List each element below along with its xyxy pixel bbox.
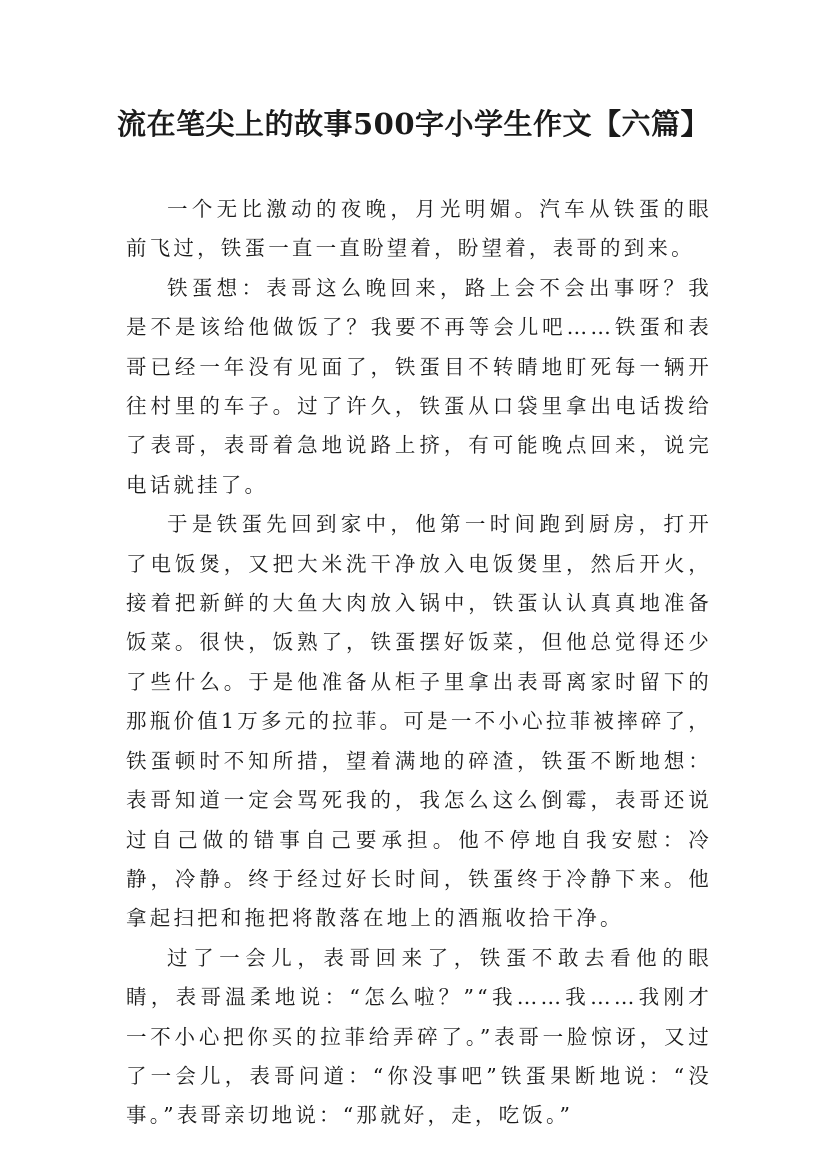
paragraph-4: 过了一会儿，表哥回来了，铁蛋不敢去看他的眼睛，表哥温柔地说：“怎么啦？”“我……我……我刚才一不小心把你买的拉菲给弄碎了。”表哥一脸惊讶，又过了一会儿，表哥问道：“你没事吧”铁蛋果断地说：“没事。”表哥亲切地说：“那就好，走，吃饭。” [126, 945, 712, 1128]
paragraph-3: 于是铁蛋先回到家中，他第一时间跑到厨房，打开了电饭煲，又把大米洗干净放入电饭煲里，然后开火，接着把新鲜的大鱼大肉放入锅中，铁蛋认认真真地准备饭菜。很快，饭熟了，铁蛋摆好饭菜，但他总觉得还少了些什么。于是他准备从柜子里拿出表哥离家时留下的那瓶价值1万多元的拉菲。可是一不小心拉菲被摔碎了，铁蛋顿时不知所措，望着满地的碎渣，铁蛋不断地想：表哥知道一定会骂死我的，我怎么这么倒霉，表哥还说过自己做的错事自己要承担。他不停地自我安慰：冷静，冷静。终于经过好长时间，铁蛋终于冷静下来。他拿起扫把和拖把将散落在地上的酒瓶收拾干净。 [126, 512, 712, 931]
document-title: 流在笔尖上的故事500字小学生作文【六篇】 [116, 107, 711, 141]
paragraph-1: 一个无比激动的夜晚，月光明媚。汽车从铁蛋的眼前飞过，铁蛋一直一直盼望着，盼望着，表哥的到来。 [126, 197, 712, 261]
paragraph-2: 铁蛋想：表哥这么晚回来，路上会不会出事呀？我是不是该给他做饭了？我要不再等会儿吧……铁蛋和表哥已经一年没有见面了，铁蛋目不转睛地盯死每一辆开往村里的车子。过了许久，铁蛋从口袋里拿出电话拨给了表哥，表哥着急地说路上挤，有可能晚点回来，说完电话就挂了。 [126, 275, 712, 497]
document-body [126, 190, 712, 1136]
